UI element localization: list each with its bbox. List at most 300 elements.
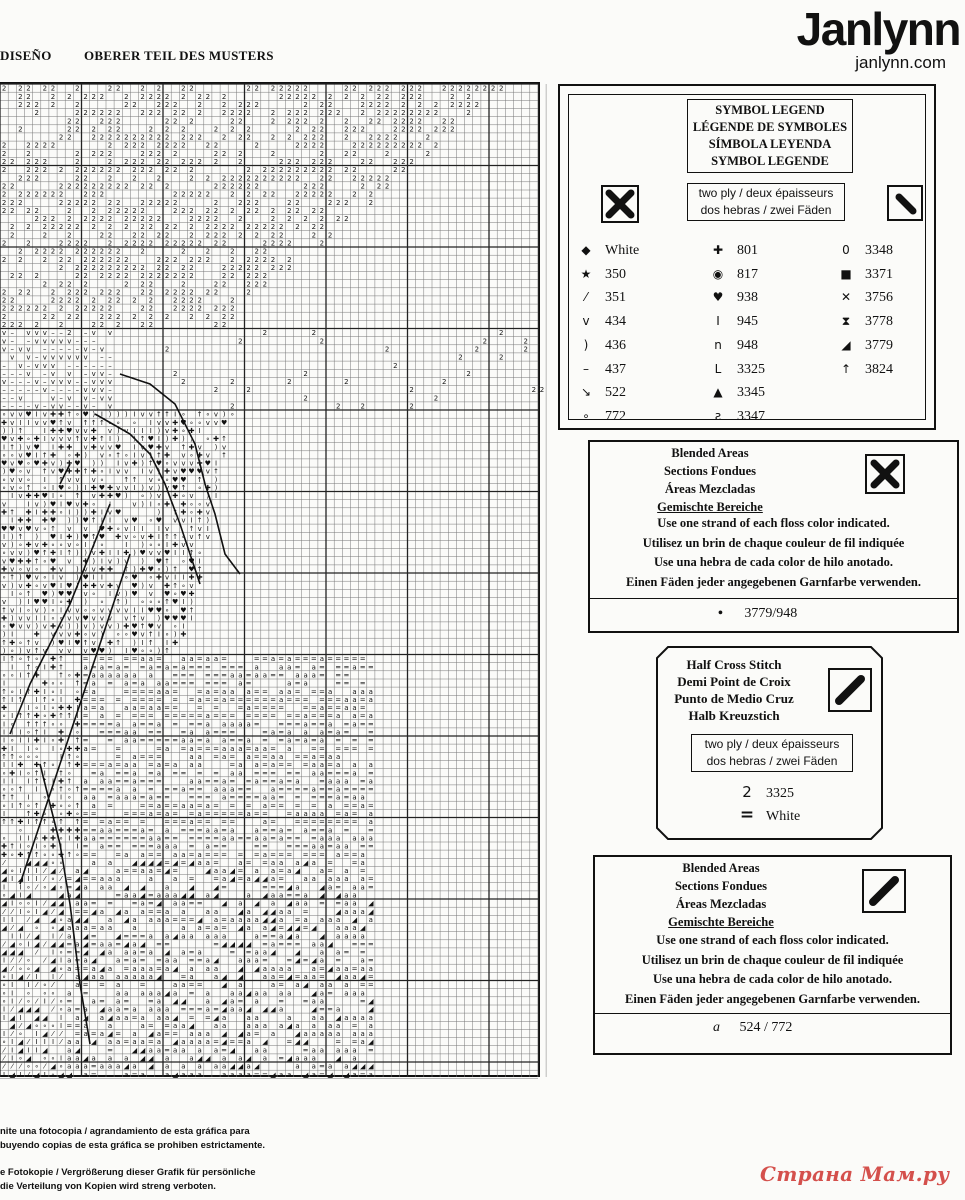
svg-text:=: = (318, 785, 325, 794)
svg-text:∘: ∘ (116, 418, 121, 427)
svg-text:✚: ✚ (74, 834, 81, 843)
svg-text:a: a (344, 981, 349, 990)
svg-text:2: 2 (115, 255, 121, 264)
svg-text:♥: ♥ (66, 426, 73, 435)
svg-text:2: 2 (34, 215, 39, 224)
svg-text:=: = (335, 769, 342, 778)
svg-text:∘: ∘ (10, 867, 15, 876)
svg-text:I: I (35, 973, 38, 981)
svg-text:a: a (221, 1021, 227, 1030)
svg-text:a: a (132, 1062, 137, 1071)
svg-text:I: I (68, 508, 71, 517)
svg-text:a: a (197, 1046, 202, 1055)
svg-text:2: 2 (319, 174, 325, 183)
svg-text:↑: ↑ (9, 753, 16, 761)
svg-text:a: a (311, 964, 316, 973)
svg-text:=: = (204, 695, 211, 704)
svg-text:2: 2 (156, 141, 162, 150)
svg-text:=: = (196, 744, 203, 753)
svg-text:↑: ↑ (33, 818, 40, 827)
legend-symbol: ◉ (712, 266, 724, 281)
svg-text:✚: ✚ (41, 459, 48, 468)
svg-text:2: 2 (124, 133, 129, 142)
svg-text:2: 2 (221, 280, 227, 289)
svg-text:a: a (230, 769, 235, 778)
svg-text:I: I (27, 793, 30, 802)
svg-text:2: 2 (140, 84, 145, 93)
svg-text:2: 2 (213, 198, 219, 207)
svg-text:=: = (131, 679, 138, 688)
svg-text:=: = (196, 736, 203, 745)
legend-entry-3347 (707, 407, 765, 426)
svg-text:∘: ∘ (58, 948, 64, 957)
svg-text:2: 2 (409, 84, 414, 93)
svg-text:=: = (245, 679, 252, 688)
svg-text:v: v (67, 524, 72, 533)
svg-text:2: 2 (213, 386, 219, 395)
svg-text:=: = (147, 753, 154, 761)
blended-areas-box-2 (593, 855, 952, 1055)
legend-entry-350 (575, 265, 626, 284)
svg-text:=: = (213, 850, 219, 859)
svg-text:a: a (148, 834, 153, 843)
svg-text:↑: ↑ (123, 565, 130, 574)
svg-text:a: a (319, 940, 325, 949)
svg-text:v: v (50, 337, 56, 346)
svg-text:a: a (336, 1005, 341, 1014)
svg-text:=: = (164, 736, 171, 745)
svg-text:a: a (197, 924, 202, 933)
svg-text:a: a (270, 875, 276, 884)
svg-text:2: 2 (376, 92, 382, 101)
svg-text:2: 2 (9, 206, 15, 215)
svg-text:a: a (132, 761, 137, 770)
svg-text:2: 2 (384, 109, 390, 118)
svg-text:2: 2 (417, 117, 422, 126)
svg-text:=: = (180, 818, 187, 827)
svg-text:I: I (35, 867, 38, 876)
svg-text:=: = (90, 769, 97, 778)
svg-text:a: a (205, 655, 210, 664)
legend-label: 436 (605, 337, 626, 353)
svg-text:a: a (336, 761, 341, 770)
svg-text:=: = (90, 1070, 97, 1079)
half-symbol-2: 2 (742, 783, 752, 801)
svg-text:2: 2 (393, 166, 398, 175)
svg-text:=: = (213, 801, 219, 810)
svg-text:2: 2 (1, 255, 7, 264)
svg-text:2: 2 (148, 272, 154, 281)
svg-text:a: a (181, 1070, 186, 1079)
svg-text:✚: ✚ (9, 769, 16, 778)
svg-text:2: 2 (132, 206, 137, 215)
svg-text:2: 2 (172, 141, 178, 150)
blend2-headings (595, 859, 847, 931)
svg-text:a: a (270, 793, 276, 802)
svg-text:a: a (107, 818, 113, 827)
svg-text:I: I (11, 1054, 14, 1063)
svg-text:2: 2 (34, 304, 39, 313)
svg-text:): ) (141, 500, 144, 509)
svg-text:2: 2 (148, 312, 154, 321)
svg-text:=: = (213, 858, 219, 867)
svg-text:♥: ♥ (180, 475, 187, 484)
svg-text:↑: ↑ (58, 671, 65, 680)
svg-text:a: a (344, 932, 349, 941)
svg-text:✚: ✚ (41, 834, 48, 843)
svg-text:v: v (42, 581, 47, 590)
svg-text:∘: ∘ (26, 801, 31, 810)
svg-text:2: 2 (91, 215, 96, 224)
svg-text:v: v (59, 337, 64, 346)
svg-text:✚: ✚ (25, 541, 32, 550)
svg-text:2: 2 (433, 394, 439, 403)
svg-text:◢: ◢ (91, 1038, 97, 1047)
svg-text:↑: ↑ (66, 850, 73, 859)
svg-text:2: 2 (42, 312, 48, 321)
svg-text:↑: ↑ (25, 687, 32, 696)
svg-text:♥: ♥ (172, 598, 179, 607)
svg-text:2: 2 (156, 255, 162, 264)
svg-text:2: 2 (164, 264, 170, 272)
svg-text:◢: ◢ (335, 1013, 341, 1022)
svg-text:a: a (230, 1005, 235, 1014)
svg-text:v: v (2, 337, 7, 346)
svg-text:=: = (204, 744, 211, 753)
svg-text:◢: ◢ (286, 883, 292, 892)
svg-text:2: 2 (246, 198, 251, 207)
svg-text:=: = (278, 883, 285, 892)
svg-text:◢: ◢ (139, 1054, 146, 1063)
svg-text:I: I (35, 1046, 38, 1055)
svg-text:2: 2 (287, 378, 292, 387)
svg-text:2: 2 (181, 109, 186, 118)
svg-text:2: 2 (221, 92, 227, 101)
svg-text:◢: ◢ (115, 932, 121, 941)
svg-text:◢: ◢ (123, 916, 129, 924)
svg-text:✚: ✚ (1, 704, 8, 712)
svg-text:a: a (116, 1005, 121, 1014)
legend-label: 938 (737, 290, 758, 306)
svg-text:a: a (205, 736, 210, 745)
svg-text:2: 2 (124, 101, 129, 109)
legend-symbol: ∘ (582, 408, 590, 423)
svg-text:2: 2 (238, 337, 243, 346)
svg-text:↑: ↑ (164, 532, 171, 541)
svg-text:=: = (204, 834, 211, 843)
svg-text:=: = (253, 769, 260, 778)
svg-text:v: v (42, 410, 47, 419)
svg-text:2: 2 (189, 215, 194, 224)
svg-text:∘: ∘ (18, 964, 23, 973)
svg-text:a: a (67, 1054, 72, 1063)
svg-text:2: 2 (181, 264, 186, 272)
svg-text:=: = (115, 695, 122, 704)
svg-text:✚: ✚ (123, 549, 130, 558)
svg-text:◢: ◢ (148, 1030, 154, 1039)
svg-text:2: 2 (254, 280, 259, 289)
svg-text:=: = (139, 753, 146, 761)
svg-text:✚: ✚ (98, 549, 105, 558)
svg-text:2: 2 (433, 109, 439, 118)
svg-text:2: 2 (344, 92, 349, 101)
svg-text:2: 2 (344, 117, 349, 126)
svg-text:I: I (11, 712, 14, 721)
svg-text:v: v (75, 606, 80, 615)
svg-text:=: = (115, 712, 122, 721)
svg-text:v: v (10, 475, 15, 484)
svg-text:2: 2 (132, 296, 137, 305)
svg-text:2: 2 (34, 206, 39, 215)
svg-text:=: = (90, 899, 97, 908)
svg-text:2: 2 (67, 117, 72, 126)
svg-text:◢: ◢ (213, 891, 219, 900)
svg-text:): ) (10, 541, 14, 550)
svg-text:2: 2 (58, 264, 64, 272)
svg-text:2: 2 (181, 239, 186, 248)
svg-text:2: 2 (164, 272, 170, 281)
svg-text:=: = (270, 826, 276, 835)
svg-text:2: 2 (107, 255, 113, 264)
svg-text:–: – (75, 361, 80, 370)
svg-text:=: = (172, 801, 179, 810)
svg-text:◢: ◢ (311, 956, 317, 965)
svg-text:=: = (131, 826, 138, 835)
svg-text:=: = (188, 663, 195, 672)
svg-text:2: 2 (99, 247, 105, 256)
svg-text:=: = (335, 899, 342, 908)
svg-text:2: 2 (384, 149, 390, 158)
svg-text:↑: ↑ (58, 418, 65, 427)
svg-text:2: 2 (91, 149, 96, 158)
svg-text:∘: ∘ (58, 964, 64, 973)
svg-text:=: = (278, 981, 285, 990)
svg-text:2: 2 (132, 101, 137, 109)
svg-text:I: I (174, 549, 177, 558)
svg-text:v: v (91, 492, 96, 501)
svg-text:a: a (189, 818, 194, 827)
svg-text:◢: ◢ (294, 867, 301, 876)
svg-text:↑: ↑ (33, 801, 40, 810)
svg-text:↑: ↑ (66, 410, 73, 419)
svg-text:=: = (213, 728, 219, 737)
svg-text:=: = (139, 720, 146, 729)
svg-text:2: 2 (75, 296, 80, 305)
svg-text:=: = (270, 818, 276, 827)
svg-text:I: I (43, 997, 46, 1006)
svg-text:=: = (164, 712, 171, 721)
svg-text:2: 2 (197, 239, 202, 248)
svg-text:2: 2 (99, 288, 105, 297)
svg-text:=: = (131, 834, 138, 843)
svg-text:): ) (116, 426, 120, 435)
svg-text:2: 2 (311, 125, 317, 134)
svg-text:): ) (116, 557, 120, 566)
svg-text:2: 2 (466, 84, 471, 93)
svg-text:a: a (230, 826, 235, 835)
svg-text:=: = (270, 695, 276, 704)
svg-text:=: = (229, 948, 236, 957)
svg-text:∘: ∘ (67, 769, 72, 778)
svg-text:◢: ◢ (107, 1030, 113, 1039)
svg-text:v: v (205, 467, 210, 476)
svg-text:⁄: ⁄ (19, 1021, 21, 1030)
svg-text:2: 2 (189, 296, 194, 305)
svg-text:2: 2 (164, 92, 170, 101)
svg-text:∘: ∘ (67, 671, 72, 680)
svg-text:a: a (327, 1030, 333, 1039)
svg-text:=: = (66, 883, 73, 892)
svg-text:I: I (3, 1030, 6, 1039)
svg-text:=: = (245, 744, 252, 753)
svg-text:2: 2 (42, 84, 48, 93)
svg-text:): ) (190, 598, 193, 607)
svg-text:I: I (11, 916, 14, 924)
svg-text:=: = (310, 801, 317, 810)
svg-text:I: I (19, 1070, 22, 1079)
svg-text:2: 2 (140, 239, 145, 248)
svg-text:2: 2 (230, 378, 235, 387)
svg-text:2: 2 (67, 125, 72, 134)
svg-text:2: 2 (230, 247, 235, 256)
svg-text:2: 2 (287, 133, 292, 142)
svg-text:v: v (165, 426, 170, 435)
svg-text:↑: ↑ (41, 451, 48, 460)
svg-text:a: a (107, 924, 113, 933)
svg-text:2: 2 (107, 215, 113, 224)
svg-text:v: v (107, 508, 113, 517)
svg-text:2: 2 (148, 215, 154, 224)
svg-text:a: a (83, 899, 88, 908)
svg-text:2: 2 (50, 84, 56, 93)
svg-text:v: v (148, 467, 153, 476)
svg-text:a: a (254, 932, 259, 941)
svg-text:a: a (352, 973, 357, 981)
svg-text:2: 2 (1, 312, 7, 321)
svg-text:=: = (294, 687, 301, 696)
half-heading-fr: Demi Point de Croix (677, 674, 791, 689)
svg-text:a: a (279, 964, 284, 973)
svg-text:2: 2 (132, 174, 137, 183)
svg-text:◢: ◢ (237, 1030, 244, 1039)
svg-text:=: = (237, 875, 244, 884)
svg-text:◢: ◢ (311, 924, 317, 933)
svg-text:a: a (287, 964, 292, 973)
svg-text:2: 2 (458, 353, 463, 362)
svg-text:2: 2 (425, 149, 431, 158)
legend-entry-948 (707, 336, 758, 355)
svg-text:2: 2 (417, 141, 422, 150)
svg-text:=: = (196, 956, 203, 965)
svg-text:⁄: ⁄ (44, 940, 46, 949)
svg-text:a: a (107, 964, 113, 973)
svg-text:2: 2 (213, 158, 219, 166)
svg-text:♥: ♥ (98, 532, 106, 541)
svg-text:=: = (221, 655, 228, 664)
svg-text:=: = (115, 769, 122, 778)
svg-text:↑: ↑ (9, 508, 16, 517)
svg-text:⁄: ⁄ (27, 1070, 30, 1079)
svg-text:I: I (108, 590, 112, 598)
svg-text:2: 2 (246, 272, 251, 281)
svg-text:v: v (34, 638, 39, 647)
svg-text:–: – (91, 394, 96, 403)
svg-text:2: 2 (221, 223, 227, 232)
svg-text:a: a (344, 867, 349, 876)
svg-text:2: 2 (295, 198, 300, 207)
svg-text:a: a (287, 744, 292, 753)
svg-text:=: = (172, 663, 179, 672)
svg-text:2: 2 (344, 215, 349, 224)
svg-text:2: 2 (1, 198, 7, 207)
svg-text:=: = (196, 704, 203, 712)
svg-text:◢: ◢ (294, 948, 301, 957)
svg-text:I: I (174, 410, 177, 419)
svg-text:2: 2 (205, 206, 211, 215)
svg-text:a: a (181, 907, 186, 916)
svg-text:a: a (189, 753, 194, 761)
svg-text:↑: ↑ (25, 638, 32, 647)
svg-text:2: 2 (401, 109, 406, 118)
blend1-symbol: • (718, 606, 723, 621)
svg-text:a: a (336, 924, 341, 933)
svg-text:◢: ◢ (368, 1005, 374, 1014)
svg-text:–: – (108, 369, 112, 378)
svg-text:2: 2 (67, 133, 72, 142)
svg-text:=: = (164, 834, 171, 843)
svg-text:I: I (19, 1013, 22, 1022)
svg-text:↑: ↑ (164, 647, 171, 655)
svg-text:2: 2 (107, 288, 113, 297)
svg-text:2: 2 (42, 280, 48, 289)
svg-text:v: v (18, 410, 23, 419)
svg-text:2: 2 (156, 198, 162, 207)
svg-text:2: 2 (156, 133, 162, 142)
svg-text:↑: ↑ (17, 532, 24, 541)
svg-text:=: = (107, 679, 113, 688)
svg-text:2: 2 (34, 101, 39, 109)
svg-text:2: 2 (99, 117, 105, 126)
svg-text:I: I (27, 418, 30, 427)
svg-text:v: v (148, 484, 153, 492)
svg-text:v: v (34, 573, 39, 582)
svg-text:2: 2 (107, 182, 113, 191)
svg-text:◢: ◢ (172, 964, 178, 973)
svg-text:a: a (254, 761, 259, 770)
svg-text:2: 2 (156, 158, 162, 166)
svg-text:a: a (295, 1054, 300, 1063)
svg-text:a: a (197, 1030, 202, 1039)
svg-text:=: = (90, 826, 97, 835)
blend1-cross-icon (865, 454, 905, 494)
svg-text:): ) (165, 565, 169, 574)
svg-text:2: 2 (254, 272, 259, 281)
svg-text:v: v (124, 426, 129, 435)
svg-text:a: a (173, 981, 178, 990)
svg-text:I: I (51, 573, 55, 582)
svg-text:2: 2 (197, 190, 202, 199)
svg-text:I: I (84, 484, 87, 492)
svg-text:=: = (351, 964, 358, 973)
svg-text:✚: ✚ (90, 581, 97, 590)
svg-text:2: 2 (238, 264, 243, 272)
svg-text:v: v (2, 378, 7, 387)
svg-text:◢: ◢ (188, 883, 195, 892)
svg-text:=: = (82, 679, 89, 688)
svg-text:=: = (155, 744, 162, 753)
svg-text:=: = (270, 704, 276, 712)
svg-text:=: = (82, 712, 89, 721)
